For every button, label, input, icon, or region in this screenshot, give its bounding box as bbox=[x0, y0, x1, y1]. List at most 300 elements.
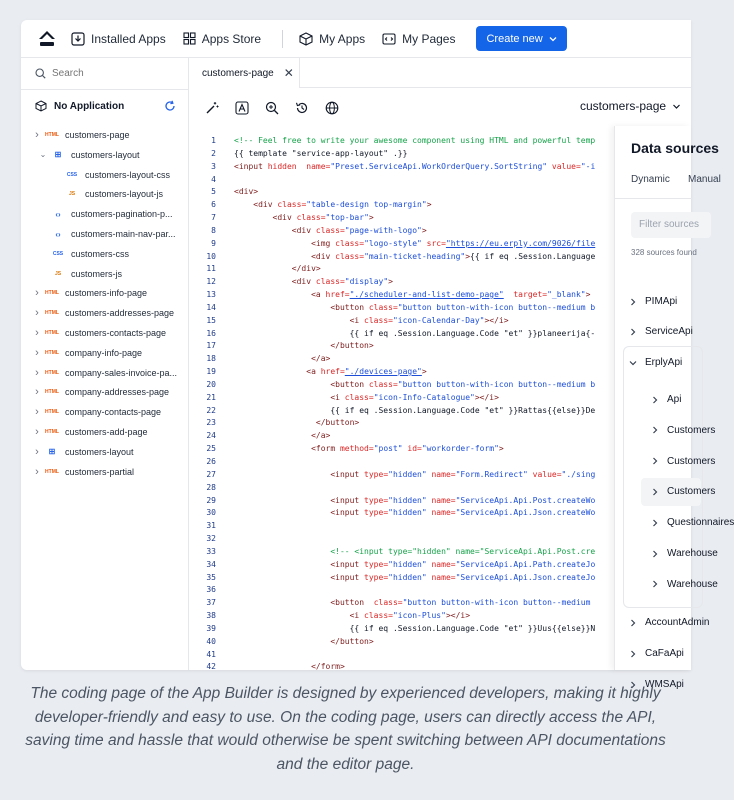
code-line bbox=[234, 572, 595, 585]
line-number: 22 bbox=[206, 405, 216, 415]
source-label: ErplyApi bbox=[645, 357, 683, 368]
chevron-right-icon[interactable] bbox=[651, 457, 659, 465]
line-number: 41 bbox=[206, 649, 216, 659]
code-token: "display" bbox=[344, 277, 389, 287]
code-token bbox=[234, 380, 330, 389]
source-sub-item[interactable] bbox=[651, 517, 734, 528]
cube-icon bbox=[35, 100, 47, 112]
line-number: 29 bbox=[206, 495, 216, 505]
code-token bbox=[234, 213, 273, 222]
line-number: 6 bbox=[211, 200, 216, 210]
code-token: class= bbox=[364, 611, 393, 621]
code-token bbox=[234, 316, 350, 325]
caption: The coding page of the App Builder is designed by experienced developers, making it highly developer-friendly and easy to use. On the coding page, users can directly access the API, saving time and hassle that would otherwise be spent switching between API documentations and the editor page. bbox=[25, 685, 666, 773]
source-item[interactable] bbox=[629, 617, 709, 628]
code-line bbox=[234, 186, 258, 199]
line-number: 26 bbox=[206, 457, 216, 466]
code-token: > bbox=[498, 444, 504, 454]
source-label: WMSApi bbox=[645, 679, 684, 690]
grid-icon bbox=[183, 32, 196, 45]
sidebar-search bbox=[21, 58, 188, 90]
code-token: "page-with-logo" bbox=[344, 225, 422, 235]
code-token: "ServiceApi.Api.Json.createWo bbox=[455, 508, 596, 518]
editor-tab-bar bbox=[190, 58, 691, 88]
code-token: <div bbox=[291, 277, 316, 287]
code-line bbox=[234, 289, 590, 302]
nav-installed-apps-label: Installed Apps bbox=[91, 31, 166, 46]
app-window bbox=[21, 20, 734, 690]
js-file-icon: JS bbox=[68, 191, 76, 198]
code-token: "Form.Redirect" bbox=[455, 469, 528, 479]
tree-item[interactable] bbox=[39, 265, 122, 283]
line-number: 19 bbox=[206, 367, 216, 377]
tree-item[interactable] bbox=[39, 245, 129, 263]
nav-apps-store[interactable] bbox=[183, 32, 261, 46]
code-token: "_blank" bbox=[547, 290, 586, 300]
code-token: type= bbox=[364, 559, 389, 569]
code-line bbox=[234, 597, 590, 610]
tree-item[interactable] bbox=[33, 443, 134, 461]
code-token: > bbox=[426, 200, 432, 210]
code-token: "icon-Plus" bbox=[392, 611, 446, 621]
code-token bbox=[234, 611, 350, 620]
tree-item-label: customers-main-nav-par... bbox=[71, 229, 176, 239]
chevron-right-icon[interactable] bbox=[629, 298, 637, 306]
code-token bbox=[234, 573, 330, 582]
tree-item[interactable] bbox=[33, 383, 169, 401]
code-token bbox=[234, 226, 292, 235]
code-token: target= bbox=[503, 290, 548, 300]
code-token: class= bbox=[364, 315, 393, 325]
chevron-down-icon[interactable] bbox=[629, 359, 637, 367]
code-token: {{ if eq .Session.Language.Code "et" }}planeerija{- bbox=[234, 328, 596, 338]
code-icon: ‹› bbox=[55, 229, 61, 239]
tree-item[interactable] bbox=[33, 284, 147, 302]
application-label: No Application bbox=[54, 100, 125, 112]
code-token: </div> bbox=[291, 264, 321, 274]
panel-title: Data sources bbox=[631, 140, 719, 156]
tree-item[interactable] bbox=[33, 423, 148, 441]
code-token: class= bbox=[344, 392, 374, 402]
code-token: > bbox=[368, 213, 374, 223]
line-number: 5 bbox=[211, 187, 216, 197]
code-token: <i bbox=[330, 392, 345, 402]
code-token: <button bbox=[330, 379, 369, 389]
file-select-dropdown[interactable] bbox=[580, 99, 681, 113]
code-token bbox=[234, 341, 330, 350]
line-number: 17 bbox=[206, 341, 216, 351]
code-token: class= bbox=[373, 598, 403, 608]
chevron-right-icon[interactable]: › bbox=[35, 129, 39, 141]
tree-item-label: customers-info-page bbox=[65, 288, 148, 299]
code-line bbox=[234, 661, 345, 674]
line-number: 35 bbox=[206, 572, 216, 582]
file-select-label: customers-page bbox=[580, 99, 667, 113]
html-file-icon: HTML bbox=[45, 330, 59, 336]
zoom-search-icon[interactable] bbox=[264, 100, 280, 116]
code-token bbox=[234, 252, 311, 261]
line-number: 1 bbox=[211, 136, 216, 145]
code-token: {{ if eq .Session.Language bbox=[470, 251, 596, 261]
source-label: Customers bbox=[667, 455, 716, 467]
component-icon: ⊞ bbox=[54, 150, 62, 160]
line-number: 23 bbox=[206, 418, 216, 428]
tree-item[interactable] bbox=[39, 205, 173, 223]
line-number: 18 bbox=[206, 354, 216, 364]
code-token bbox=[234, 418, 316, 427]
code-token: "hidden" bbox=[388, 495, 427, 505]
code-token: name= bbox=[426, 572, 456, 582]
code-token bbox=[234, 470, 330, 479]
code-token: class= bbox=[277, 200, 307, 210]
code-token bbox=[234, 393, 330, 402]
line-number: 8 bbox=[211, 225, 216, 235]
source-label: Questionnaires bbox=[667, 517, 734, 529]
source-sub-item[interactable] bbox=[651, 425, 715, 436]
source-sub-item[interactable] bbox=[651, 394, 681, 405]
code-token: type= bbox=[364, 508, 389, 518]
code-token: class= bbox=[335, 238, 365, 248]
code-line bbox=[234, 366, 427, 379]
source-item[interactable] bbox=[629, 296, 677, 307]
tree-item[interactable] bbox=[39, 146, 140, 164]
source-label: Api bbox=[667, 394, 682, 405]
chevron-right-icon[interactable] bbox=[651, 488, 659, 496]
code-token: href= bbox=[320, 367, 345, 377]
code-token: "icon-Calendar-Day" bbox=[392, 315, 485, 325]
code-token bbox=[234, 277, 292, 286]
code-token: "https://eu.erply.com/9026/file bbox=[445, 238, 596, 248]
tree-item[interactable] bbox=[33, 344, 142, 362]
code-token: "hidden" bbox=[388, 469, 427, 479]
source-label: Warehouse bbox=[667, 548, 718, 559]
box-icon bbox=[299, 32, 313, 46]
chevron-down-icon bbox=[672, 102, 681, 111]
code-line bbox=[234, 443, 504, 456]
tab-dynamic[interactable]: Dynamic bbox=[631, 174, 670, 185]
tree-item-label: company-info-page bbox=[65, 347, 143, 358]
code-line bbox=[234, 276, 393, 289]
code-token: class= bbox=[368, 379, 398, 389]
code-token: "ServiceApi.Api.Json.createJo bbox=[455, 572, 596, 582]
code-token: </form> bbox=[311, 662, 345, 672]
source-label: Warehouse bbox=[667, 578, 718, 590]
code-line bbox=[234, 417, 359, 430]
html-file-icon: HTML bbox=[45, 389, 59, 396]
code-token: "./scheduler-and-list-demo-page" bbox=[349, 290, 504, 300]
code-line bbox=[234, 251, 595, 264]
code-token: <i bbox=[349, 315, 365, 325]
html-file-icon: HTML bbox=[45, 349, 59, 356]
nav-installed-apps[interactable] bbox=[71, 32, 166, 46]
create-new-label: Create new bbox=[486, 32, 543, 45]
code-line bbox=[234, 559, 595, 572]
magic-wand-icon[interactable] bbox=[204, 100, 220, 116]
tree-item[interactable] bbox=[39, 225, 176, 243]
code-token: class= bbox=[315, 225, 345, 235]
top-nav bbox=[21, 20, 691, 58]
code-token: > bbox=[421, 225, 427, 235]
code-token: ></i> bbox=[445, 611, 471, 621]
code-token bbox=[234, 637, 330, 646]
component-icon: ⊞ bbox=[48, 447, 56, 457]
chevron-right-icon[interactable]: › bbox=[35, 287, 39, 300]
chevron-right-icon[interactable] bbox=[629, 650, 637, 658]
code-token bbox=[234, 662, 311, 671]
line-number: 33 bbox=[206, 546, 216, 556]
expanded-source-box bbox=[623, 346, 703, 608]
code-token bbox=[234, 354, 311, 363]
code-line bbox=[234, 135, 595, 148]
code-token: <input bbox=[330, 469, 365, 479]
code-line bbox=[234, 379, 595, 392]
line-number: 3 bbox=[211, 161, 216, 171]
app-logo-icon[interactable] bbox=[37, 29, 57, 49]
source-item[interactable] bbox=[629, 326, 693, 337]
line-number: 40 bbox=[206, 636, 216, 646]
tree-item[interactable] bbox=[33, 463, 134, 481]
code-token: > bbox=[388, 277, 393, 287]
chevron-down-icon bbox=[549, 35, 557, 43]
line-number: 10 bbox=[206, 251, 216, 261]
line-number: 27 bbox=[206, 469, 216, 479]
chevron-right-icon[interactable] bbox=[651, 550, 659, 558]
code-token: <div bbox=[311, 251, 336, 261]
code-token: ></i> bbox=[474, 392, 499, 402]
tree-item-label: customers-css bbox=[71, 248, 130, 259]
chevron-down-icon[interactable]: ⌄ bbox=[39, 150, 47, 160]
chevron-right-icon[interactable]: › bbox=[35, 366, 39, 379]
code-line bbox=[234, 199, 432, 212]
chevron-right-icon[interactable] bbox=[629, 328, 637, 336]
refresh-icon[interactable] bbox=[164, 100, 176, 112]
format-text-icon[interactable] bbox=[234, 100, 250, 116]
code-line bbox=[234, 328, 595, 341]
history-icon[interactable] bbox=[294, 100, 310, 116]
code-token: <!-- Feel free to write your awesome component using HTML and powerful temp bbox=[234, 136, 596, 145]
code-line bbox=[234, 353, 330, 366]
tree-item[interactable] bbox=[33, 324, 166, 342]
tree-item[interactable] bbox=[33, 126, 130, 144]
line-number: 14 bbox=[206, 302, 216, 312]
code-token: <div> bbox=[234, 187, 259, 197]
nav-apps-store-label: Apps Store bbox=[201, 31, 262, 46]
code-token: <div bbox=[253, 200, 278, 210]
html-file-icon: HTML bbox=[45, 429, 59, 435]
source-label: PIMApi bbox=[645, 296, 678, 307]
line-number: 38 bbox=[206, 611, 216, 621]
chevron-right-icon[interactable]: › bbox=[35, 386, 39, 399]
close-icon[interactable]: ✕ bbox=[283, 66, 294, 80]
line-number: 37 bbox=[206, 598, 216, 608]
code-line bbox=[234, 546, 595, 559]
line-number: 42 bbox=[206, 662, 216, 672]
tree-item[interactable] bbox=[53, 185, 163, 203]
css-file-icon: CSS bbox=[66, 171, 78, 178]
code-token: {{ template "service-app-layout" .}} bbox=[234, 148, 408, 158]
source-sub-item[interactable] bbox=[651, 579, 718, 590]
line-number: 7 bbox=[211, 213, 216, 223]
code-line bbox=[234, 430, 330, 443]
code-line bbox=[234, 161, 595, 174]
nav-my-pages-label: My Pages bbox=[402, 31, 456, 46]
line-number: 39 bbox=[206, 623, 216, 633]
code-line bbox=[234, 238, 595, 251]
tree-item[interactable] bbox=[33, 304, 174, 322]
code-token: class= bbox=[296, 213, 326, 223]
chevron-right-icon[interactable]: › bbox=[35, 406, 39, 419]
js-file-icon: JS bbox=[54, 270, 62, 277]
tab-label: customers-page bbox=[202, 67, 274, 79]
tab-manual[interactable]: Manual bbox=[688, 174, 721, 185]
code-token: <div bbox=[272, 213, 297, 223]
line-number: 20 bbox=[206, 379, 216, 389]
code-token: src= bbox=[421, 238, 446, 248]
code-token: type= bbox=[364, 572, 389, 582]
html-file-icon: HTML bbox=[45, 132, 59, 138]
globe-icon[interactable] bbox=[324, 100, 340, 116]
code-token: class= bbox=[368, 302, 398, 312]
html-file-icon: HTML bbox=[45, 310, 59, 317]
line-number: 2 bbox=[211, 148, 216, 158]
data-sources-panel bbox=[614, 126, 734, 690]
code-line bbox=[234, 340, 374, 353]
code-token: "hidden" bbox=[388, 559, 427, 569]
chevron-right-icon[interactable]: › bbox=[35, 445, 39, 458]
source-item[interactable] bbox=[629, 648, 684, 659]
code-token: class= bbox=[315, 277, 345, 287]
code-token: "ServiceApi.Api.Path.createJo bbox=[455, 559, 596, 569]
nav-my-apps[interactable] bbox=[299, 32, 365, 46]
tree-item-label: customers-addresses-page bbox=[65, 308, 175, 319]
code-line bbox=[234, 469, 595, 482]
code-token: "button button-with-icon button--medium bbox=[402, 598, 591, 608]
code-token: "icon-Info-Catalogue" bbox=[373, 392, 475, 402]
nav-divider bbox=[282, 30, 283, 48]
nav-my-pages[interactable] bbox=[382, 32, 455, 46]
code-token: <input bbox=[234, 161, 268, 171]
source-item-expanded[interactable] bbox=[629, 357, 682, 368]
source-sub-item[interactable] bbox=[651, 486, 715, 497]
code-token: > bbox=[465, 251, 471, 261]
chevron-right-icon[interactable]: › bbox=[35, 426, 39, 438]
code-token: "-i bbox=[580, 161, 596, 171]
tree-item-label: company-contacts-page bbox=[65, 407, 162, 418]
code-line bbox=[234, 315, 509, 328]
chevron-right-icon[interactable]: › bbox=[35, 307, 39, 320]
html-file-icon: HTML bbox=[45, 290, 59, 297]
code-token: value= bbox=[527, 469, 562, 479]
code-token: <i bbox=[349, 611, 365, 621]
code-token bbox=[234, 560, 330, 569]
application-selector[interactable] bbox=[21, 90, 188, 122]
tree-item-label: customers-pagination-p... bbox=[71, 209, 173, 220]
chevron-right-icon[interactable]: › bbox=[35, 346, 39, 359]
chevron-right-icon[interactable]: › bbox=[35, 465, 39, 478]
code-icon: ‹› bbox=[55, 209, 61, 219]
source-sub-item[interactable] bbox=[651, 548, 718, 559]
code-token: href= bbox=[325, 290, 350, 300]
file-sidebar bbox=[21, 58, 189, 670]
code-token bbox=[234, 290, 311, 299]
tree-item[interactable] bbox=[53, 166, 170, 184]
tree-item-label: customers-add-page bbox=[65, 427, 148, 437]
line-number: 13 bbox=[206, 290, 216, 300]
tree-item[interactable] bbox=[33, 403, 161, 421]
code-token bbox=[234, 444, 311, 453]
create-new-button[interactable] bbox=[476, 26, 566, 51]
code-token: "hidden" bbox=[388, 508, 427, 518]
tree-item-label: customers-page bbox=[65, 130, 130, 140]
chevron-right-icon[interactable] bbox=[629, 619, 637, 627]
code-token bbox=[234, 598, 330, 607]
tree-item[interactable] bbox=[33, 364, 177, 382]
code-token bbox=[234, 547, 330, 556]
code-token: name= bbox=[426, 495, 456, 505]
code-token: id= bbox=[402, 444, 422, 454]
tab-customers-page[interactable] bbox=[190, 58, 300, 88]
chevron-right-icon[interactable] bbox=[651, 519, 659, 527]
html-file-icon: HTML bbox=[45, 409, 59, 416]
panel-tab-divider bbox=[615, 198, 692, 199]
code-token: <a bbox=[306, 367, 321, 377]
line-number: 28 bbox=[206, 482, 216, 492]
code-token: </button> bbox=[330, 341, 374, 351]
chevron-right-icon[interactable] bbox=[651, 396, 659, 404]
search-input[interactable] bbox=[52, 68, 162, 79]
html-file-icon: HTML bbox=[45, 369, 59, 376]
code-line bbox=[234, 405, 595, 418]
code-token bbox=[234, 431, 311, 440]
code-token: "ServiceApi.Api.Post.createWo bbox=[455, 495, 596, 505]
code-token: "./devices-page" bbox=[344, 367, 422, 377]
code-token: </a> bbox=[311, 431, 331, 441]
line-number: 9 bbox=[211, 238, 216, 248]
code-token: > bbox=[421, 367, 427, 377]
code-token: "button button-with-icon button--medium b bbox=[397, 302, 596, 312]
chevron-right-icon[interactable] bbox=[651, 580, 659, 588]
code-token: <button bbox=[330, 598, 374, 608]
code-token: <button bbox=[330, 302, 369, 312]
code-token: </a> bbox=[311, 354, 331, 364]
code-line bbox=[234, 636, 374, 649]
line-number: 34 bbox=[206, 559, 216, 569]
line-number: 11 bbox=[206, 264, 216, 274]
source-sub-item[interactable] bbox=[651, 456, 715, 467]
source-label: Customers bbox=[667, 486, 716, 498]
code-token: <input bbox=[330, 508, 365, 518]
tree-item-label: customers-js bbox=[71, 268, 123, 279]
code-editor[interactable] bbox=[190, 132, 614, 670]
line-number: 31 bbox=[206, 521, 216, 531]
line-number: 30 bbox=[206, 508, 216, 518]
code-line bbox=[234, 263, 321, 276]
tree-item-label: customers-partial bbox=[65, 466, 135, 477]
code-line bbox=[234, 610, 470, 623]
chevron-right-icon[interactable] bbox=[651, 426, 659, 434]
line-number: 16 bbox=[206, 328, 216, 338]
code-token: "main-ticket-heading" bbox=[364, 251, 466, 261]
code-token: value= bbox=[547, 161, 581, 171]
filter-sources-input[interactable]: Filter sources bbox=[631, 212, 711, 238]
code-token: <!-- <input type="hidden" name="ServiceApi.Api.Post.cre bbox=[330, 546, 596, 556]
code-token: name= bbox=[426, 469, 456, 479]
code-token bbox=[234, 508, 330, 517]
code-token: name= bbox=[426, 559, 456, 569]
code-token: name= bbox=[426, 508, 456, 518]
chevron-right-icon[interactable]: › bbox=[35, 327, 39, 339]
code-token: hidden name= bbox=[267, 161, 331, 171]
